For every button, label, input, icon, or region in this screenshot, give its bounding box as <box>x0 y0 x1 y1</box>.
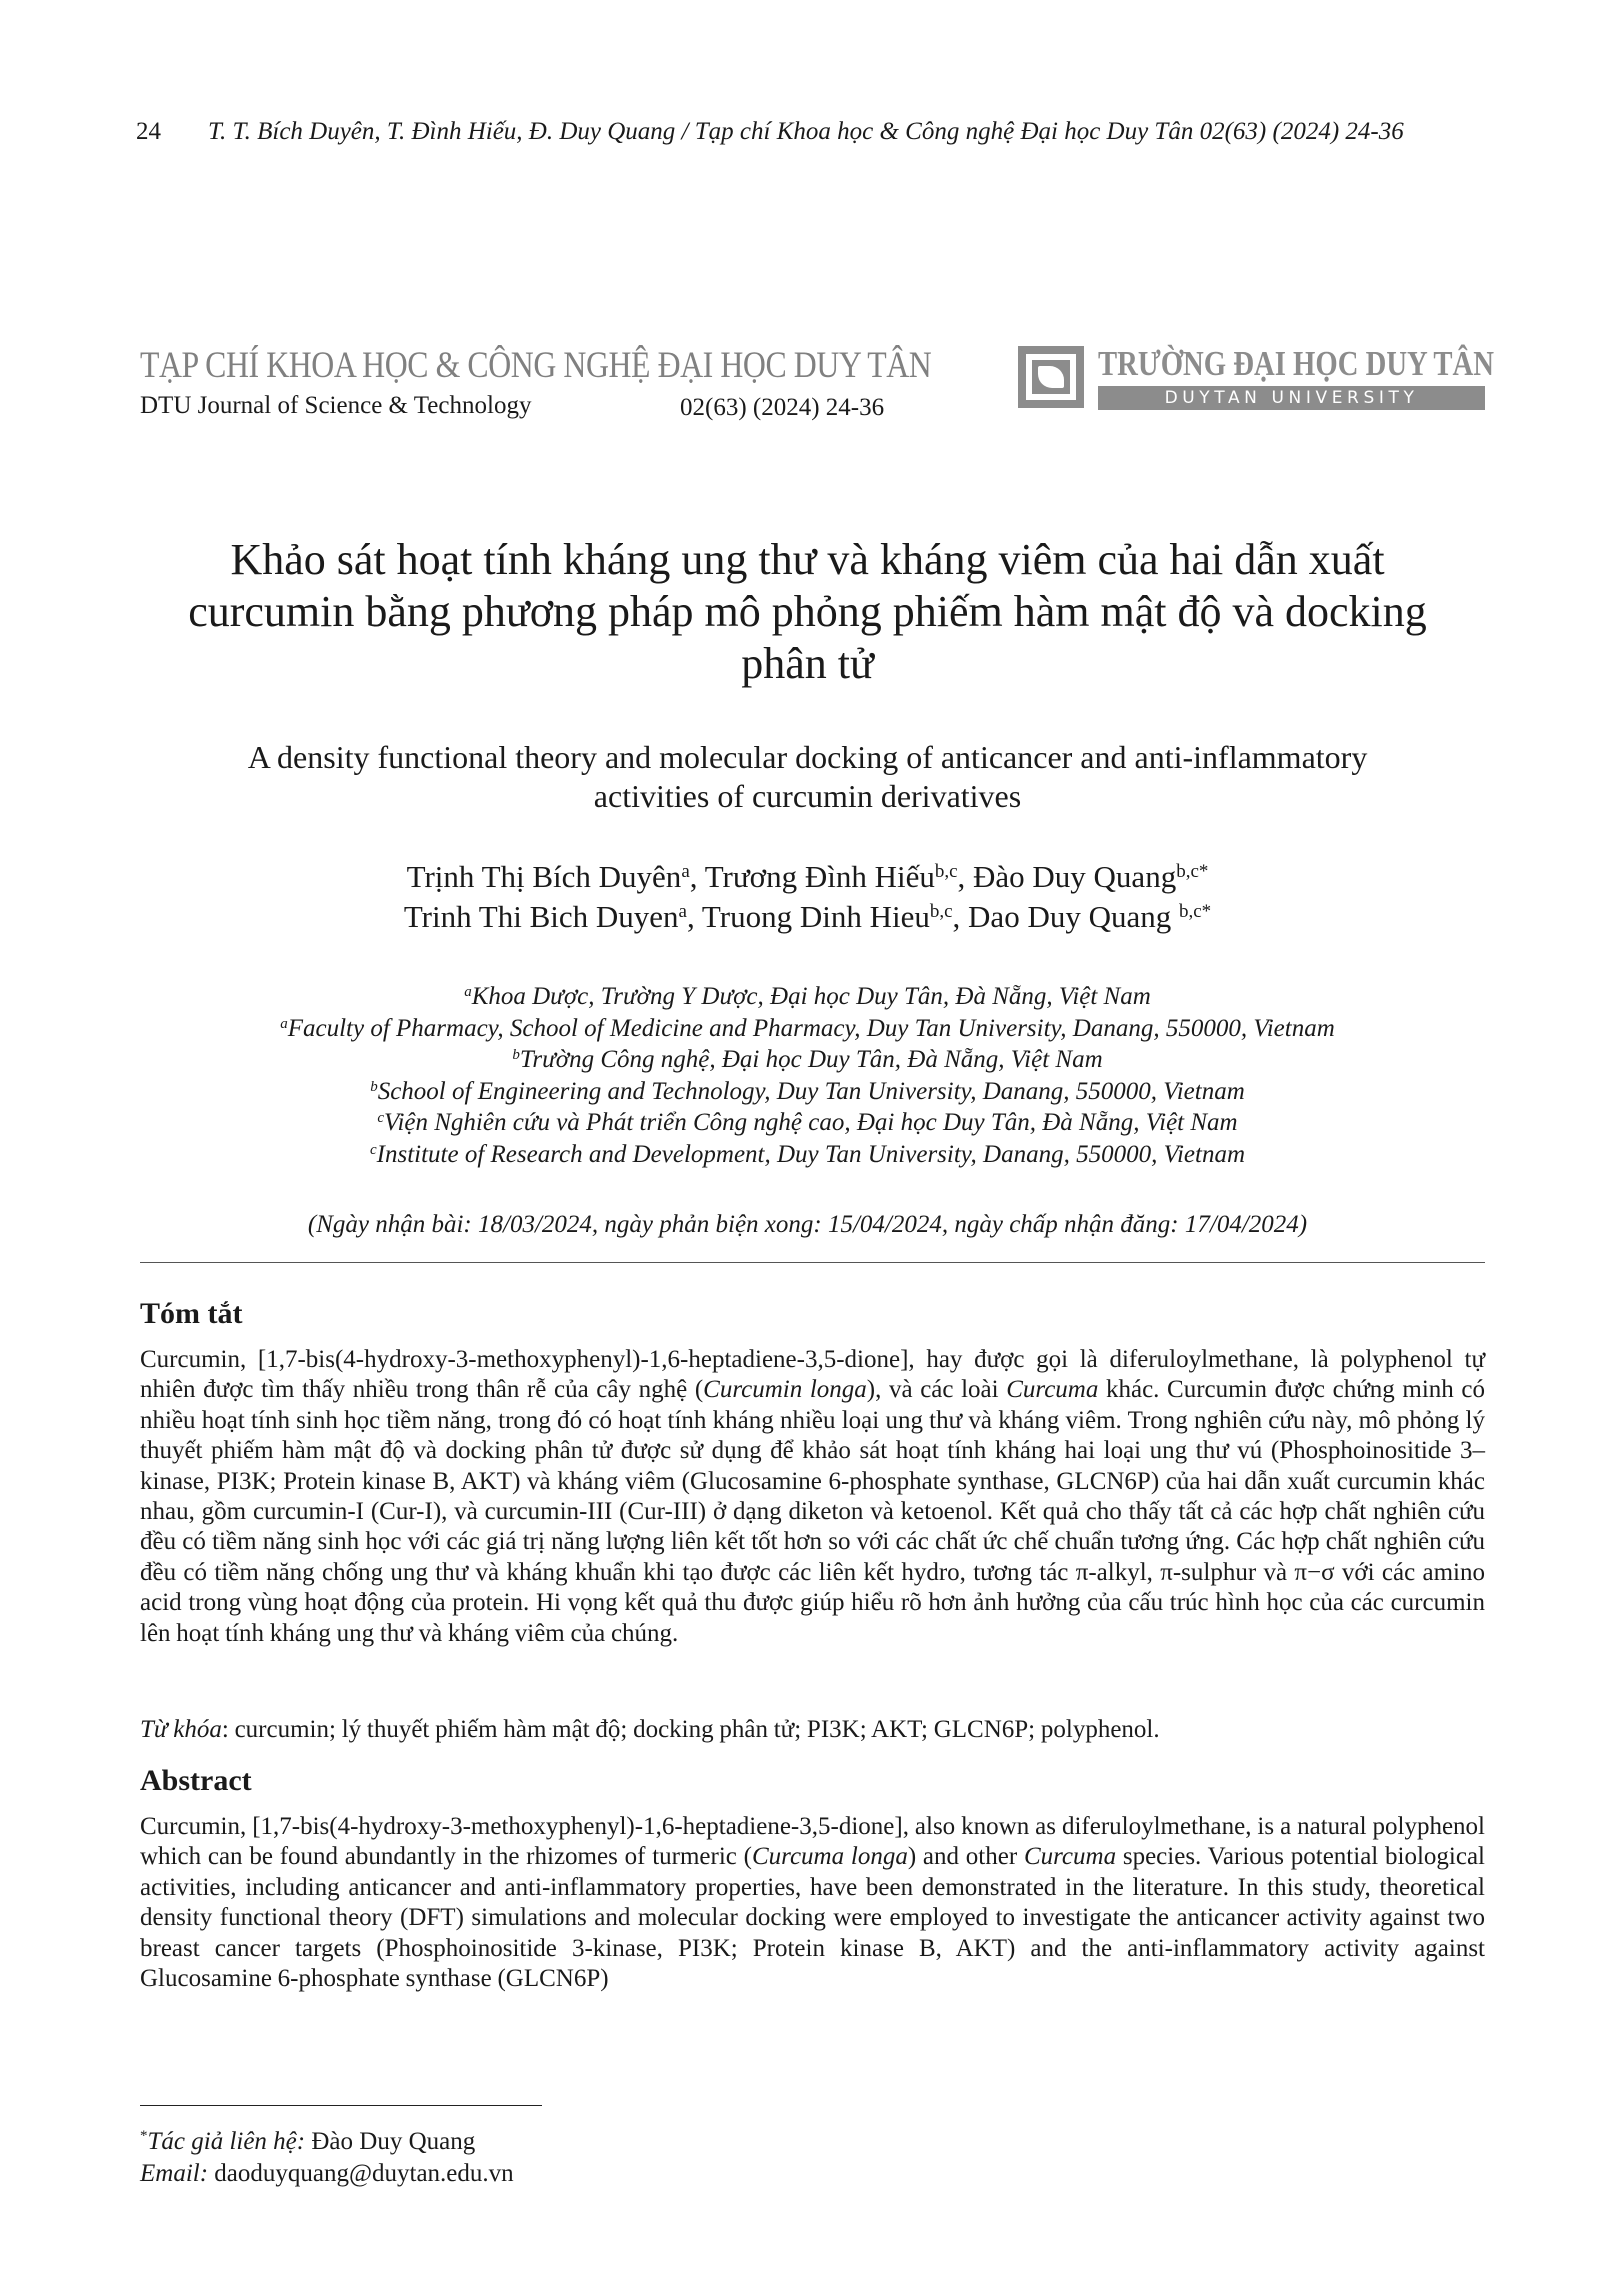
affiliation-text: Viện Nghiên cứu và Phát triển Công nghệ cao, Đại học Duy Tân, Đà Nẵng, Việt Nam <box>384 1109 1238 1137</box>
author-list <box>120 857 1495 937</box>
article-title-vi <box>120 534 1495 690</box>
journal-title-en: DTU Journal of Science & Technology <box>140 392 532 419</box>
author-name: Trương Đình Hiếu <box>704 859 935 894</box>
keywords-list: : curcumin; lý thuyết phiếm hàm mật độ; docking phân tử; PI3K; AKT; GLCN6P; polyphenol. <box>221 1716 1160 1743</box>
affiliation-mark: b <box>512 1047 520 1064</box>
abstract-text: Curcumin, [1,7-bis(4-hydroxy-3-methoxyphenyl)-1,6-heptadiene-3,5-dione], also known as diferuloylmethane, is a natural polyphenol which can be found abundantly in the rhizomes of turmeric ( <box>140 1813 1485 1871</box>
running-head <box>136 118 1496 146</box>
email-address[interactable]: daoduyquang@duytan.edu.vn <box>208 2160 514 2187</box>
authors-en <box>120 897 1495 937</box>
affiliation-text: Institute of Research and Development, Duy Tan University, Danang, 550000, Vietnam <box>376 1140 1246 1168</box>
summary-heading: Tóm tắt <box>140 1297 243 1330</box>
author-affil-mark: b,c <box>929 901 953 922</box>
author-name: Trịnh Thị Bích Duyên <box>406 859 682 894</box>
footnote-marker: * <box>140 2128 148 2144</box>
species-name: Curcuma longa <box>751 1843 908 1871</box>
affiliation <box>120 1013 1495 1045</box>
summary-text: Curcumin, [1,7-bis(4-hydroxy-3-methoxyphenyl)-1,6-heptadiene-3,5-dione], hay được gọi là diferuloylmethane, là polyphenol tự nhiên được tìm thấy nhiều trong thân rễ của cây nghệ ( <box>140 1346 1485 1404</box>
university-logo <box>1018 344 1494 410</box>
author-separator: , <box>952 899 969 934</box>
affiliation-mark: c <box>377 1110 385 1127</box>
affiliation-mark: a <box>280 1015 288 1032</box>
contact-label: Tác giả liên hệ: <box>147 2128 306 2155</box>
genus-name: Curcuma <box>1006 1376 1099 1404</box>
affiliations <box>120 981 1495 1171</box>
abstract-text: ) and other <box>907 1843 1024 1871</box>
header-divider <box>140 1262 1485 1263</box>
abstract-heading: Abstract <box>140 1764 252 1797</box>
abstract-paragraph <box>140 1812 1485 1994</box>
affiliation-text: Trường Công nghệ, Đại học Duy Tân, Đà Nẵng, Việt Nam <box>519 1046 1103 1074</box>
keywords-label: Từ khóa <box>140 1716 222 1743</box>
affiliation <box>120 1107 1495 1139</box>
summary-text: khác. Curcumin được chứng minh có nhiều hoạt tính sinh học tiềm năng, trong đó có hoạt tính kháng nhiều loại ung thư và kháng viêm. Trong nghiên cứu này, mô phỏng lý thuyết phiếm hàm mật độ và docking phân tử được sử dụng để khảo sát hoạt tính kháng hai loại ung thư vú (Phosphoinositide 3–kinase, PI3K; Protein kinase B, AKT) và kháng viêm (Glucosamine 6-phosphate synthase, GLCN6P) của hai dẫn xuất curcumin khác nhau, gồm curcumin-I (Cur-I), và curcumin-III (Cur-III) ở dạng diketon và ketoenol. Kết quả cho thấy tất cả các hợp chất nghiên cứu đều có tiềm năng sinh học với các giá trị năng lượng liên kết tốt hơn so với các chất ức chế chuẩn tương ứng. Các hợp chất nghiên cứu đều có tiềm năng chống ung thư và kháng khuẩn khi tạo được các liên kết hydro, tương tác π-alkyl, π-sulphur và π−σ với các amino acid trong vùng hoạt động của protein. Hi vọng kết quả thu được giúp hiểu rõ hơn ảnh hưởng của cấu trúc hình học của các curcumin lên hoạt tính kháng ung thư và kháng viêm của chúng. <box>140 1376 1485 1647</box>
author-separator: , <box>689 859 705 894</box>
title-en-line: activities of curcumin derivatives <box>593 778 1022 814</box>
author-affil-mark: b,c* <box>1176 861 1209 882</box>
author-affil-mark: b,c* <box>1178 901 1212 922</box>
author-name: Trinh Thi Bich Duyen <box>403 899 679 934</box>
university-emblem-icon <box>1018 346 1084 408</box>
author-affil-mark: a <box>678 901 687 922</box>
author-separator: , <box>957 859 974 894</box>
author-name: Dao Duy Quang <box>968 899 1179 934</box>
title-vi-line: curcumin bằng phương pháp mô phỏng phiếm hàm mật độ và docking <box>188 587 1427 636</box>
affiliation <box>120 1076 1495 1108</box>
corresponding-author <box>140 2128 475 2156</box>
author-name: Truong Dinh Hieu <box>701 899 930 934</box>
title-vi-line: phân tử <box>741 639 874 688</box>
logo-name-en: DUYTAN UNIVERSITY <box>1098 386 1485 410</box>
affiliation <box>120 1139 1495 1171</box>
author-email <box>140 2160 514 2188</box>
affiliation <box>120 1044 1495 1076</box>
affiliation <box>120 981 1495 1013</box>
author-separator: , <box>686 899 702 934</box>
title-vi-line: Khảo sát hoạt tính kháng ung thư và kháng viêm của hai dẫn xuất <box>230 535 1385 584</box>
keywords <box>140 1715 1485 1745</box>
abstract-text: species. Various potential biological activities, including anticancer and anti-inflammatory properties, have been demonstrated in the literature. In this study, theoretical density functional theory (DFT) simulations and molecular docking were employed to investigate the anticancer activity against two breast cancer targets (Phosphoinositide 3-kinase, PI3K; Protein kinase B, AKT) and the anti-inflammatory activity against Glucosamine 6-phosphate synthase (GLCN6P) <box>140 1843 1485 1993</box>
journal-title-vi: TẠP CHÍ KHOA HỌC & CÔNG NGHỆ ĐẠI HỌC DUY TÂN <box>140 345 932 386</box>
species-name: Curcumin longa <box>703 1376 867 1404</box>
affiliation-mark: b <box>370 1078 378 1095</box>
email-label: Email: <box>140 2160 209 2187</box>
affiliation-mark: a <box>464 984 472 1000</box>
logo-name-vi: TRƯỜNG ĐẠI HỌC DUY TÂN <box>1098 344 1494 383</box>
contact-name: Đào Duy Quang <box>305 2128 476 2155</box>
affiliation-text: Faculty of Pharmacy, School of Medicine and Pharmacy, Duy Tan University, Danang, 550000, Vietnam <box>287 1014 1335 1042</box>
summary-paragraph <box>140 1345 1485 1649</box>
genus-name: Curcuma <box>1023 1843 1117 1871</box>
title-en-line: A density functional theory and molecular docking of anticancer and anti-inflammatory <box>247 739 1368 775</box>
article-title-en <box>120 738 1495 816</box>
page-number: 24 <box>136 118 161 145</box>
author-affil-mark: b,c <box>934 861 958 882</box>
footnote-divider <box>140 2105 542 2106</box>
authors-vi <box>120 857 1495 897</box>
affiliation-mark: c <box>369 1141 377 1158</box>
journal-masthead <box>140 344 1494 434</box>
article-dates: (Ngày nhận bài: 18/03/2024, ngày phản biện xong: 15/04/2024, ngày chấp nhận đăng: 17/04/2024) <box>307 1211 1308 1238</box>
running-head-citation: T. T. Bích Duyên, T. Đình Hiếu, Đ. Duy Quang / Tạp chí Khoa học & Công nghệ Đại học Duy Tân 02(63) (2024) 24-36 <box>208 118 1404 145</box>
author-name: Đào Duy Quang <box>973 859 1177 894</box>
summary-text: ), và các loài <box>866 1376 1007 1404</box>
journal-issue: 02(63) (2024) 24-36 <box>680 394 885 421</box>
author-affil-mark: a <box>681 861 690 882</box>
affiliation-text: Khoa Dược, Trường Y Dược, Đại học Duy Tân, Đà Nẵng, Việt Nam <box>471 983 1151 1010</box>
affiliation-text: School of Engineering and Technology, Duy Tan University, Danang, 550000, Vietnam <box>377 1077 1245 1105</box>
